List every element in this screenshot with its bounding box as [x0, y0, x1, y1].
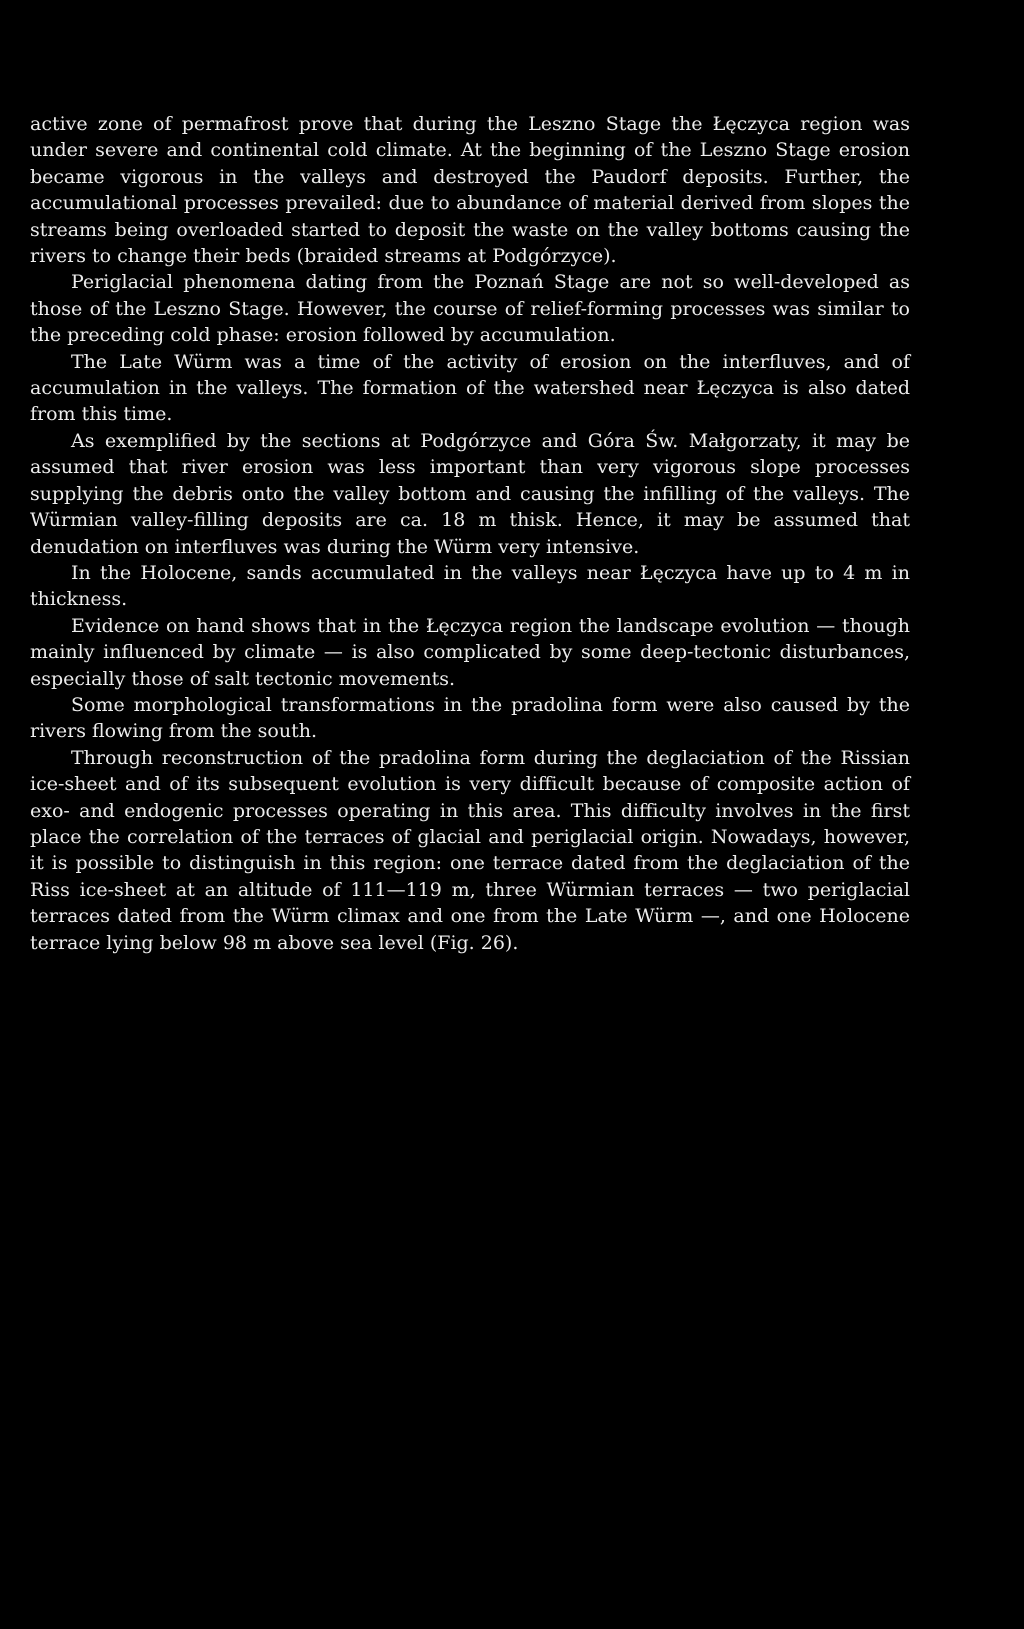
paragraph-holocene: In the Holocene, sands accumulated in the valleys near Łęczyca have up to 4 m in thickness.	[30, 561, 910, 611]
paragraph-poznan-stage: Periglacial phenomena dating from the Poznań Stage are not so well-developed as those of the Leszno Stage. However, the course of relief-forming processes was similar to the preceding cold phase: erosion followed by accumulation.	[30, 271, 910, 347]
paragraph-late-wurm: The Late Würm was a time of the activity of erosion on the interfluves, and of accumulation in the valleys. The formation of the watershed near Łęczyca is also dated from this time.	[30, 350, 910, 426]
paragraph-pradolina-reconstruction: Through reconstruction of the pradolina form during the deglaciation of the Rissian ice-sheet and of its subsequent evolution is very difficult because of composite action of exo- and endogenic processes operating in this area. This difficulty involves in the first place the correlation of the terraces of glacial and periglacial origin. Nowadays, however, it is possible to distinguish in this region: one terrace dated from the deglaciation of the Riss ice-sheet at an altitude of 111—119 m, three Würmian terraces — two periglacial terraces dated from the Würm climax and one from the Late Würm —, and one Holocene terrace lying below 98 m above sea level (Fig. 26).	[30, 746, 910, 954]
paragraph-landscape-evolution: Evidence on hand shows that in the Łęczyca region the landscape evolution — though mainly influenced by climate — is also complicated by some deep-tectonic disturbances, especially those of salt tectonic movements.	[30, 614, 910, 690]
document-body	[30, 111, 910, 956]
paragraph-morphological-transformations: Some morphological transformations in the pradolina form were also caused by the rivers flowing from the south.	[30, 693, 910, 743]
paragraph-continuation: active zone of permafrost prove that during the Leszno Stage the Łęczyca region was under severe and continental cold climate. At the beginning of the Leszno Stage erosion became vigorous in the valleys and destroyed the Paudorf deposits. Further, the accumulational processes prevailed: due to abundance of material derived from slopes the streams being overloaded started to deposit the waste on the valley bottoms causing the rivers to change their beds (braided streams at Podgórzyce).	[30, 113, 910, 268]
paragraph-podgorzyce-sections: As exemplified by the sections at Podgórzyce and Góra Św. Małgorzaty, it may be assumed that river erosion was less important than very vigorous slope processes supplying the debris onto the valley bottom and causing the infilling of the valleys. The Würmian valley-filling deposits are ca. 18 m thisk. Hence, it may be assumed that denudation on interfluves was during the Würm very intensive.	[30, 429, 910, 558]
